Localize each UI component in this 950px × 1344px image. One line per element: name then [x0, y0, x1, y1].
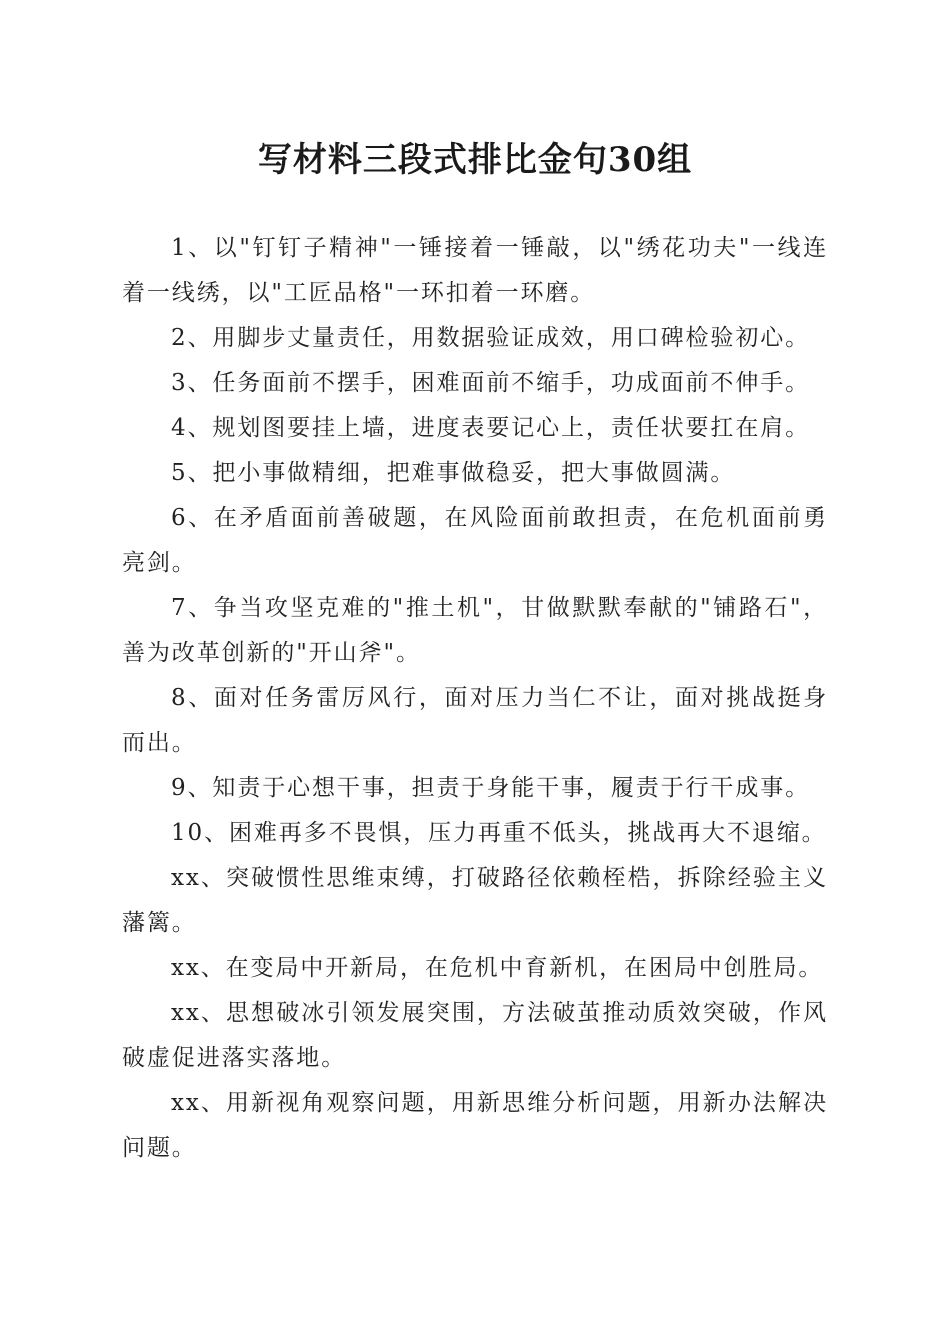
paragraph-11: xx、突破惯性思维束缚，打破路径依赖桎梏，拆除经验主义藩篱。 [122, 865, 828, 936]
paragraph-12: xx、在变局中开新局，在危机中育新机，在困局中创胜局。 [171, 955, 824, 981]
paragraph-9: 9、知责于心想干事，担责于身能干事，履责于行干成事。 [171, 775, 811, 801]
paragraph-14: xx、用新视角观察问题，用新思维分析问题，用新办法解决问题。 [122, 1090, 828, 1161]
paragraph-10: 10、困难再多不畏惧，压力再重不低头，挑战再大不退缩。 [171, 820, 827, 846]
paragraph-3: 3、任务面前不摆手，困难面前不缩手，功成面前不伸手。 [171, 370, 811, 396]
paragraph-8: 8、面对任务雷厉风行，面对压力当仁不让，面对挑战挺身而出。 [122, 685, 828, 756]
paragraph-1: 1、以"钉钉子精神"一锤接着一锤敲，以"绣花功夫"一线连着一线绣，以"工匠品格"一环扣着一环磨。 [122, 235, 828, 306]
paragraph-2: 2、用脚步丈量责任，用数据验证成效，用口碑检验初心。 [171, 325, 811, 351]
paragraph-13: xx、思想破冰引领发展突围，方法破茧推动质效突破，作风破虚促进落实落地。 [122, 1000, 828, 1071]
paragraph-6: 6、在矛盾面前善破题，在风险面前敢担责，在危机面前勇亮剑。 [122, 505, 828, 576]
paragraph-4: 4、规划图要挂上墙，进度表要记心上，责任状要扛在肩。 [171, 415, 811, 441]
paragraph-7: 7、争当攻坚克难的"推土机"，甘做默默奉献的"铺路石"，善为改革创新的"开山斧"。 [122, 595, 828, 666]
document-body [122, 226, 828, 1171]
paragraph-5: 5、把小事做精细，把难事做稳妥，把大事做圆满。 [171, 460, 736, 486]
document-title: 写材料三段式排比金句30组 [257, 140, 693, 180]
